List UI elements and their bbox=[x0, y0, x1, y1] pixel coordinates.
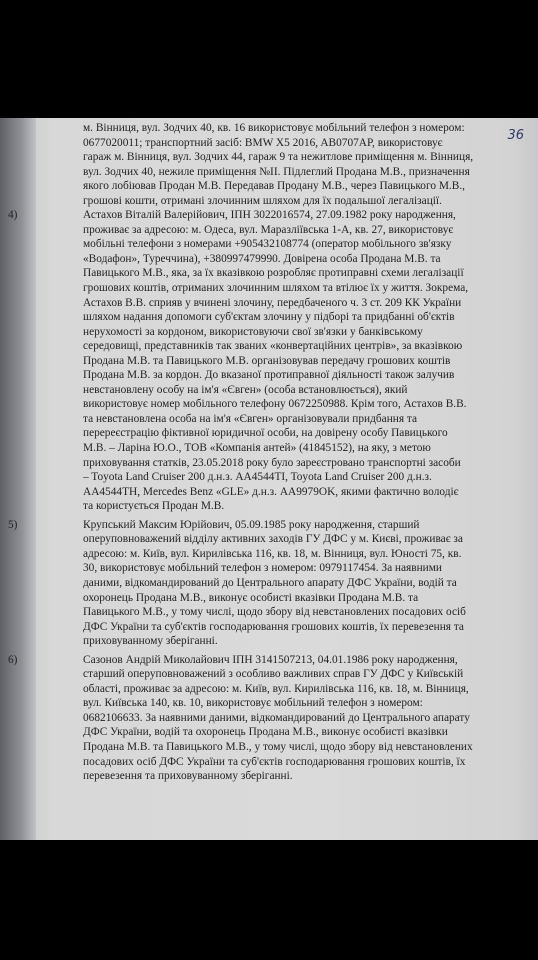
text-line: М.В. – Ларіна Ю.О., ТОВ «Компанія антей» (41845152), на яку, з метою bbox=[83, 442, 431, 455]
text-line: приховування статків, 23.05.2018 року було зареєстровано транспортні засоби bbox=[83, 456, 461, 469]
text-line: охоронець Продана М.В., виконує особисті вказівки Продана М.В. та bbox=[83, 591, 419, 604]
text-line: Продана М.В. та Павицького М.В. організовував передачу грошових коштів bbox=[83, 354, 451, 367]
text-line: даними, відкомандирований до Центрального апарату ДФС України, водій та bbox=[83, 576, 457, 589]
entry-6 bbox=[8, 653, 530, 784]
intro-paragraph bbox=[28, 121, 530, 208]
text-line: ДФС України, водій та охоронець Продана М.В., виконує особисті вказівки bbox=[83, 726, 448, 739]
text-line: гараж м. Вінниця, вул. Зодчих 44, гараж 9 та нежитлове приміщення м. Вінниця, bbox=[83, 151, 474, 164]
text-line: Павицького М.В., у тому числі, щодо збору від невстановлених посадових осіб bbox=[83, 606, 466, 619]
text-line: м. Вінниця, вул. Зодчих 40, кв. 16 використовує мобільний телефон з номером: bbox=[83, 122, 465, 134]
entry-marker: 4) bbox=[8, 209, 18, 222]
text-line: приховуванному зберіганні. bbox=[83, 635, 218, 648]
text-line: Астахов В.В. сприяв у вчинені злочину, передбаченого ч. 3 ст. 209 КК України bbox=[83, 296, 462, 309]
text-line: перевезення та приховуванному зберіганні. bbox=[83, 770, 293, 783]
text-line: проживає за адресою: м. Одеса, вул. Маразліївська 1-А, кв. 27, використовує bbox=[83, 223, 454, 236]
text-line: Астахов Віталій Валерійович, ІПН 3022016574, 27.09.1982 року народження, bbox=[83, 209, 456, 222]
text-line: вул. Зодчих 40, нежиле приміщення №II. Підлеглий Продана М.В., призначення bbox=[83, 165, 470, 178]
text-line: Продана М.В. за кордон. До вказаної протиправної діяльності також залучив bbox=[83, 369, 455, 382]
text-line: нерухомості за кордоном, використовуючи свої зв'язки у банківському bbox=[83, 325, 423, 338]
text-line: грошові кошти, отримані злочинним шляхом для їх подальшої легалізації. bbox=[83, 194, 442, 207]
text-line: оперуповноважений відділу активних заходів ГУ ДФС у м. Києві, проживає за bbox=[83, 533, 463, 546]
text-line: – Toyota Land Cruiser 200 д.н.з. AA4544TI, Toyota Land Cruiser 200 д.н.з. bbox=[83, 471, 432, 484]
text-line: адресою: м. Київ, вул. Кирилівська 116, кв. 18, м. Вінниця, вул. Юності 75, кв. bbox=[83, 547, 462, 560]
text-line: посадових осіб ДФС України та суб'єктів господарювання грошових коштів, їх bbox=[83, 755, 466, 768]
text-line: якого лобіював Продан М.В. Передавав Продану М.В., через Павицького М.В., bbox=[83, 180, 466, 193]
entry-4 bbox=[8, 208, 530, 513]
text-line: шляхом надання допомоги суб'єктам злочину у підборі та придбанні об'єктів bbox=[83, 311, 455, 324]
text-line: грошових коштів, отриманих злочинним шляхом та втілює їх у життя. Зокрема, bbox=[83, 282, 469, 295]
text-line: AA4544TH, Mercedes Benz «GLE» д.н.з. AA9979OK, якими фактично володіє bbox=[83, 485, 459, 498]
text-line: мобільні телефони з номерами +905432108774 (оператор мобільного зв'язку bbox=[83, 238, 452, 251]
text-line: ДФС України та суб'єктів господарювання грошових коштів, їх перевезення та bbox=[83, 620, 464, 633]
text-line: перереєстрацію фіктивної юридичної особи, на довірену особу Павицького bbox=[83, 427, 448, 440]
text-line: вул. Київська 140, кв. 10, використовує мобільний телефон з номером: bbox=[83, 697, 423, 710]
entry-marker: 5) bbox=[8, 518, 18, 531]
text-line: старший оперуповноважений з особливо важливих справ ГУ ДФС у Київській bbox=[83, 668, 464, 681]
text-line: 30, використовує мобільний телефон з номером: 0979117454. За наявними bbox=[83, 562, 443, 575]
text-line: та користується Продан М.В. bbox=[83, 500, 225, 513]
entry-5 bbox=[8, 518, 530, 649]
text-line: невстановлену особу на ім'я «Євген» (особа встановлюється), який bbox=[83, 383, 408, 396]
text-line: середовищі, представників так званих «конвертаційних центрів», за вказівкою bbox=[83, 340, 463, 353]
text-line: та невстановлена особа на ім'я «Євген» організовували придбання та bbox=[83, 412, 418, 425]
text-line: Крупський Максим Юрійович, 05.09.1985 року народження, старший bbox=[83, 518, 420, 531]
text-line: області, проживає за адресою: м. Київ, вул. Кирилівська 116, кв. 18, м. Вінниця, bbox=[83, 682, 469, 695]
text-line: 0682106633. За наявними даними, відкомандирований до Центрального апарату bbox=[83, 711, 470, 724]
text-line: Павицького М.В., яка, за їх вказівкою розробляє протиправні схеми легалізації bbox=[83, 267, 464, 280]
text-line: 0677020011; транспортний засіб: BMW X5 2016, AB0707AP, використовує bbox=[83, 136, 443, 149]
text-line: Продана М.В. та Павицького М.В., у тому числі, щодо збору від невстановлених bbox=[83, 740, 473, 753]
text-line: «Водафон», Туреччина), +380997479990. Довірена особа Продана М.В. та bbox=[83, 252, 441, 265]
document-photo bbox=[0, 118, 538, 840]
page-number: 36 bbox=[507, 128, 524, 143]
text-line: Сазонов Андрій Миколайович ІПН 3141507213, 04.01.1986 року народження, bbox=[83, 653, 458, 666]
text-line: використовує номер мобільного телефону 0672250988. Крім того, Астахов В.В. bbox=[83, 398, 467, 411]
document-text bbox=[8, 121, 530, 784]
entry-marker: 6) bbox=[8, 653, 18, 666]
